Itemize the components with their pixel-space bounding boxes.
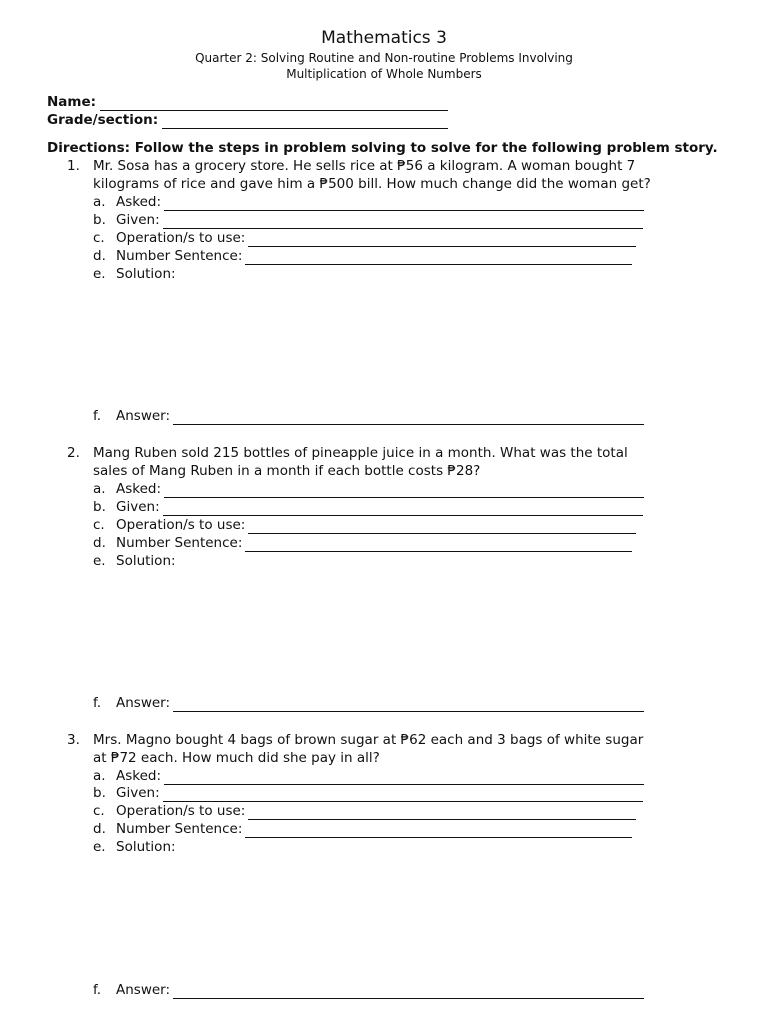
problem-2-operation-row	[93, 516, 636, 534]
solution-label: Solution:	[116, 839, 176, 855]
problem-1-operation-row	[93, 229, 636, 247]
problem-3-operation-blank[interactable]	[248, 806, 636, 820]
problem-2-answer-blank[interactable]	[173, 698, 644, 712]
operation-label: Operation/s to use:	[116, 517, 246, 533]
grade-section-blank[interactable]	[162, 114, 448, 129]
problem-2-text-line-1: Mang Ruben sold 215 bottles of pineapple juice in a month. What was the total	[93, 445, 628, 461]
number-sentence-label: Number Sentence:	[116, 535, 243, 551]
step-letter: c.	[93, 517, 105, 533]
problem-3-given-blank[interactable]	[163, 788, 643, 802]
worksheet-title: Mathematics 3	[321, 28, 447, 48]
step-letter: a.	[93, 194, 106, 210]
solution-label: Solution:	[116, 553, 176, 569]
step-letter: a.	[93, 481, 106, 497]
problem-1-asked-blank[interactable]	[164, 197, 644, 211]
problem-2-answer-row	[93, 694, 644, 712]
problem-2-number-sentence-row	[93, 534, 632, 552]
problem-2-operation-blank[interactable]	[248, 520, 636, 534]
directions-text: Directions: Follow the steps in problem solving to solve for the following problem story.	[47, 140, 718, 156]
asked-label: Asked:	[116, 768, 162, 784]
problem-1-solution-row	[93, 265, 176, 283]
problem-1-asked-row	[93, 193, 644, 211]
problem-1-given-blank[interactable]	[163, 215, 643, 229]
problem-1-text-line-2: kilograms of rice and gave him a ₱500 bill. How much change did the woman get?	[93, 176, 651, 192]
name-label: Name:	[47, 94, 97, 110]
problem-1-given-row	[93, 211, 643, 229]
operation-label: Operation/s to use:	[116, 230, 246, 246]
problem-2-asked-blank[interactable]	[164, 484, 644, 498]
given-label: Given:	[116, 499, 160, 515]
step-letter: b.	[93, 785, 106, 801]
problem-3-asked-blank[interactable]	[164, 771, 644, 785]
step-letter: d.	[93, 248, 106, 264]
problem-3-text-line-2: at ₱72 each. How much did she pay in all?	[93, 750, 380, 766]
problem-3-number: 3.	[67, 732, 80, 748]
operation-label: Operation/s to use:	[116, 803, 246, 819]
problem-2-number: 2.	[67, 445, 80, 461]
problem-3-text-line-1: Mrs. Magno bought 4 bags of brown sugar at ₱62 each and 3 bags of white sugar	[93, 732, 644, 748]
step-letter: c.	[93, 230, 105, 246]
step-letter: e.	[93, 553, 106, 569]
answer-label: Answer:	[116, 408, 171, 424]
problem-3-answer-blank[interactable]	[173, 985, 644, 999]
asked-label: Asked:	[116, 481, 162, 497]
worksheet-subtitle-line-2: Multiplication of Whole Numbers	[286, 67, 482, 81]
step-letter: b.	[93, 212, 106, 228]
problem-1-text-line-1: Mr. Sosa has a grocery store. He sells rice at ₱56 a kilogram. A woman bought 7	[93, 158, 636, 174]
step-letter: d.	[93, 821, 106, 837]
step-letter: d.	[93, 535, 106, 551]
problem-2-text-line-2: sales of Mang Ruben in a month if each bottle costs ₱28?	[93, 463, 481, 479]
problem-1-answer-blank[interactable]	[173, 411, 644, 425]
problem-3-number-sentence-blank[interactable]	[245, 824, 632, 838]
problem-3-answer-row	[93, 981, 644, 999]
problem-3-solution-row	[93, 838, 176, 856]
step-letter: f.	[93, 695, 102, 711]
problem-1-number-sentence-blank[interactable]	[245, 251, 632, 265]
name-row	[47, 93, 448, 111]
problem-1-number: 1.	[67, 158, 80, 174]
problem-2-asked-row	[93, 480, 644, 498]
problem-3-given-row	[93, 784, 643, 802]
worksheet-subtitle-line-1: Quarter 2: Solving Routine and Non-routine Problems Involving	[195, 51, 573, 65]
problem-1-number-sentence-row	[93, 247, 632, 265]
given-label: Given:	[116, 212, 160, 228]
number-sentence-label: Number Sentence:	[116, 248, 243, 264]
answer-label: Answer:	[116, 982, 171, 998]
problem-3-operation-row	[93, 802, 636, 820]
step-letter: f.	[93, 982, 102, 998]
problem-1-answer-row	[93, 407, 644, 425]
problem-3-number-sentence-row	[93, 820, 632, 838]
problem-2-given-row	[93, 498, 643, 516]
grade-section-label: Grade/section:	[47, 112, 159, 128]
step-letter: f.	[93, 408, 102, 424]
grade-section-row	[47, 111, 448, 129]
problem-2-given-blank[interactable]	[163, 502, 643, 516]
problem-1-operation-blank[interactable]	[248, 233, 636, 247]
solution-label: Solution:	[116, 266, 176, 282]
asked-label: Asked:	[116, 194, 162, 210]
step-letter: b.	[93, 499, 106, 515]
problem-3-asked-row	[93, 767, 644, 785]
step-letter: e.	[93, 839, 106, 855]
name-blank[interactable]	[100, 96, 448, 111]
problem-2-solution-row	[93, 552, 176, 570]
problem-2-number-sentence-blank[interactable]	[245, 538, 632, 552]
given-label: Given:	[116, 785, 160, 801]
answer-label: Answer:	[116, 695, 171, 711]
step-letter: e.	[93, 266, 106, 282]
step-letter: c.	[93, 803, 105, 819]
number-sentence-label: Number Sentence:	[116, 821, 243, 837]
step-letter: a.	[93, 768, 106, 784]
